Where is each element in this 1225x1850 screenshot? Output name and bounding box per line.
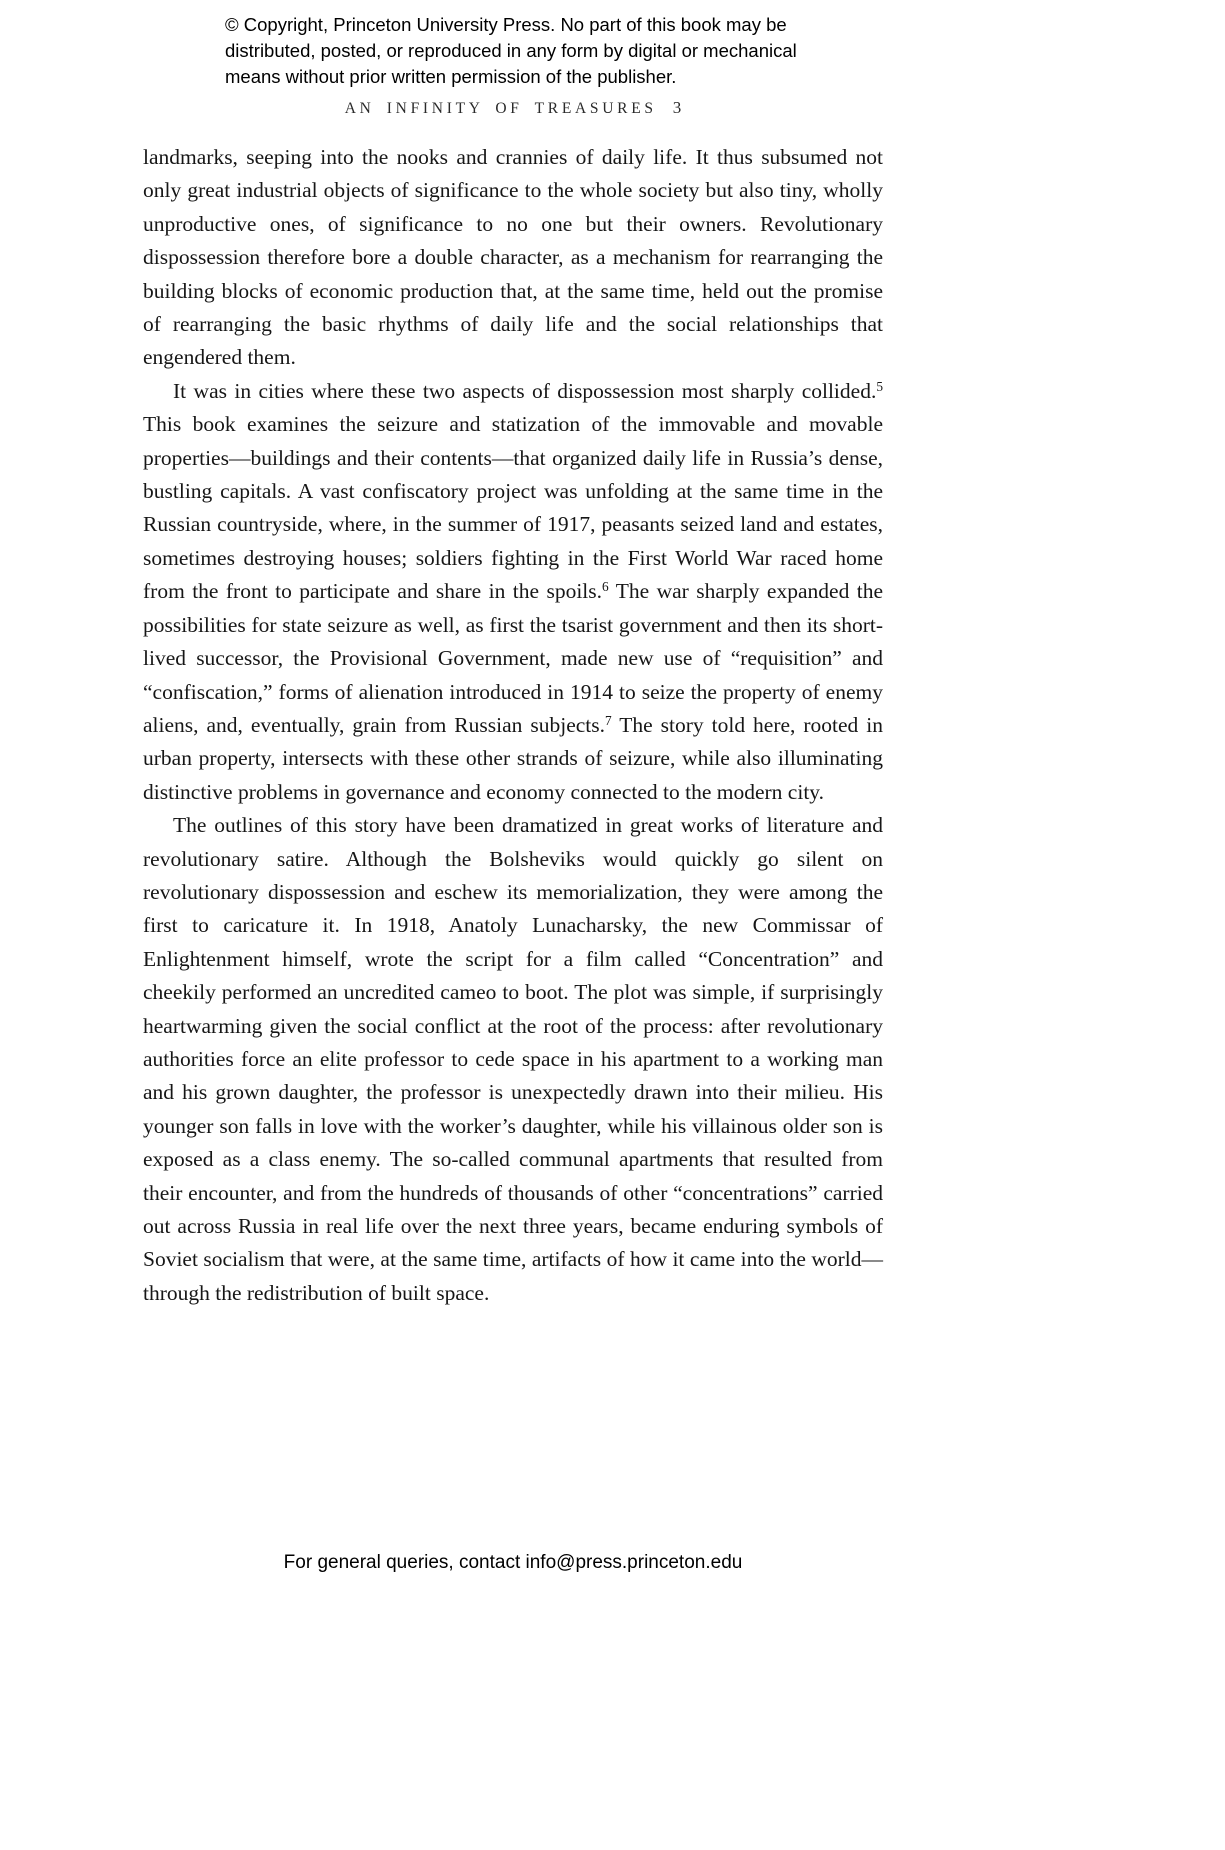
- footnote-ref-5: 5: [876, 378, 883, 394]
- paragraph-text: It was in cities where these two aspects of dispossession most sharply collided.: [173, 378, 877, 403]
- paragraph-text: The outlines of this story have been dramatized in great works of literature and revolutionary satire. Although the Bolsheviks would quickly go silent on revolutionary dispossession and eschew its memorialization, they were among the first to caricature it. In 1918, Anatoly Lunacharsky, the new Commissar of Enlightenment himself, wrote the script for a film called “Concentration” and cheekily performed an uncredited cameo to boot. The plot was simple, if surprisingly heartwarming given the social conflict at the root of the process: after revolutionary authorities force an elite professor to cede space in his apartment to a working man and his grown daughter, the professor is unexpectedly drawn into their milieu. His younger son falls in love with the worker’s daughter, while his villainous older son is exposed as a class enemy. The so-called communal apartments that resulted from their encounter, and from the hundreds of thousands of other “concentrations” carried out across Russia in real life over the next three years, became enduring symbols of Soviet socialism that were, at the same time, artifacts of how it came into the world—through the redistribution of built space.: [143, 813, 883, 1305]
- page-body: [143, 141, 883, 1310]
- paragraph-text: The story told here, rooted in urban property, intersects with these other strands of seizure, while also illuminating distinctive problems in governance and economy connected to the modern city.: [143, 712, 883, 804]
- paragraph-text: The war sharply expanded the possibilities for state seizure as well, as first the tsarist government and then its short-lived successor, the Provisional Government, made new use of “requisition” and “confiscation,” forms of alienation introduced in 1914 to seize the property of enemy aliens, and, eventually, grain from Russian subjects.: [143, 579, 883, 737]
- footnote-ref-6: 6: [602, 578, 609, 594]
- paragraph: [143, 375, 883, 809]
- paragraph-text: This book examines the seizure and statization of the immovable and movable properties—buildings and their contents—that organized daily life in Russia’s dense, bustling capitals. A vast confiscatory project was unfolding at the same time in the Russian countryside, where, in the summer of 1917, peasants seized land and estates, sometimes destroying houses; soldiers fighting in the First World War raced home from the front to participate and share in the spoils.: [143, 412, 883, 604]
- footer-contact-text: For general queries, contact info@press.princeton.edu: [283, 1552, 743, 1573]
- paragraph-text: landmarks, seeping into the nooks and crannies of daily life. It thus subsumed not only great industrial objects of significance to the whole society but also tiny, wholly unproductive ones, of significance to no one but their owners. Revolutionary dispossession therefore bore a double character, as a mechanism for rearranging the building blocks of economic production that, at the same time, held out the promise of rearranging the basic rhythms of daily life and the social relationships that engendered them.: [143, 145, 883, 370]
- page-number: 3: [672, 98, 682, 117]
- running-head-title: AN INFINITY OF TREASURES: [344, 100, 657, 117]
- footer-contact-line: [143, 1552, 883, 1574]
- footnote-ref-7: 7: [605, 712, 612, 728]
- paragraph: [143, 809, 883, 1310]
- running-head: [143, 98, 883, 118]
- copyright-notice: © Copyright, Princeton University Press. No part of this book may be distributed, posted, or reproduced in any form by digital or mechanical means without prior written permission of the publisher.: [225, 14, 797, 87]
- paragraph: [143, 141, 883, 375]
